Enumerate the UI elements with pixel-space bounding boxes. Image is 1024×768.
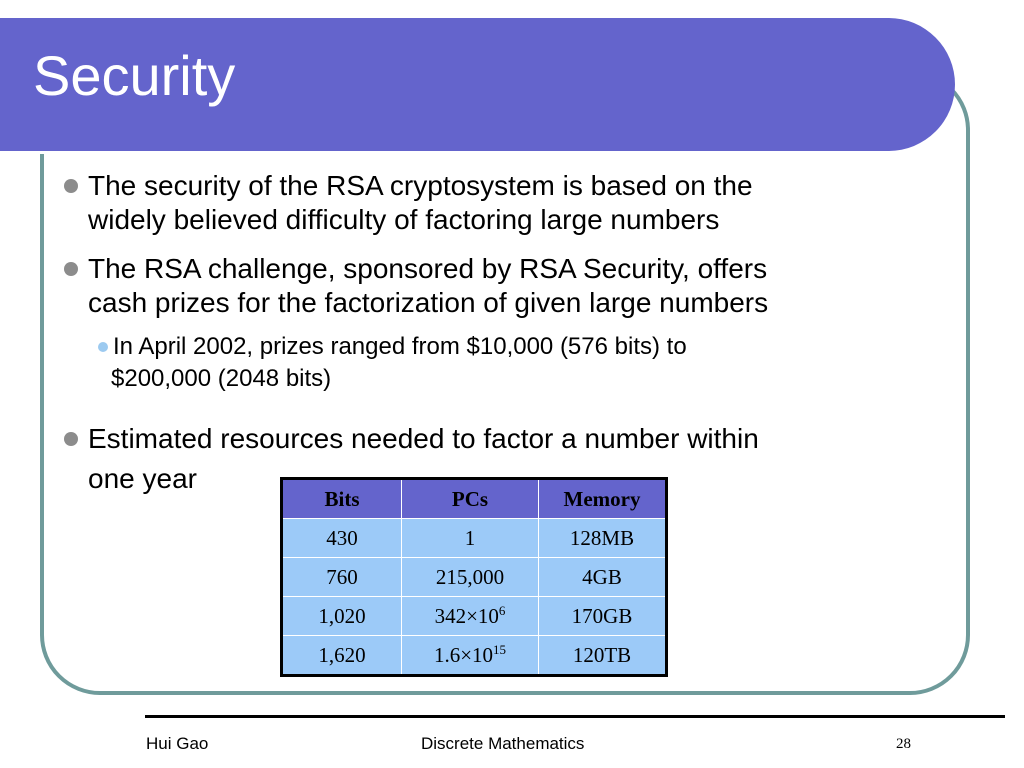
page-number: 28 bbox=[896, 736, 911, 752]
bullet-1-line1: The security of the RSA cryptosystem is based on the bbox=[88, 170, 753, 201]
resources-table bbox=[280, 477, 668, 677]
footer-rule bbox=[145, 715, 1005, 718]
cell-memory: 128MB bbox=[539, 519, 667, 558]
header-pcs: PCs bbox=[402, 479, 539, 519]
cell-bits: 1,620 bbox=[282, 636, 402, 676]
sub-bullet-line2: $200,000 (2048 bits) bbox=[111, 365, 332, 392]
cell-memory: 4GB bbox=[539, 558, 667, 597]
cell-pcs: $342\times 10^6$ bbox=[402, 597, 539, 636]
header-memory: Memory bbox=[539, 479, 667, 519]
bullet-1 bbox=[88, 169, 753, 237]
bullet-3-line1: Estimated resources needed to factor a number within bbox=[88, 423, 759, 454]
sub-bullet-line1: In April 2002, prizes ranged from $10,000 (576 bits) to bbox=[113, 333, 687, 360]
bullet-2-line1: The RSA challenge, sponsored by RSA Security, offers bbox=[88, 253, 768, 284]
footer-author: Hui Gao bbox=[146, 734, 209, 753]
bullet-dot-icon bbox=[64, 179, 78, 193]
bullet-2-line2: cash prizes for the factorization of given large numbers bbox=[88, 287, 769, 318]
sub-bullet bbox=[113, 331, 687, 395]
cell-pcs: 215,000 bbox=[402, 558, 539, 597]
bullet-3-line2: one year bbox=[88, 463, 197, 494]
cell-pcs: 1 bbox=[402, 519, 539, 558]
bullet-2 bbox=[88, 252, 768, 320]
table-row bbox=[282, 636, 667, 676]
table-row bbox=[282, 558, 667, 597]
sub-bullet-dot-icon bbox=[98, 342, 108, 352]
table-row bbox=[282, 597, 667, 636]
cell-bits: 430 bbox=[282, 519, 402, 558]
table-row bbox=[282, 519, 667, 558]
bullet-dot-icon bbox=[64, 262, 78, 276]
title-rule bbox=[0, 151, 905, 154]
cell-memory: 170GB bbox=[539, 597, 667, 636]
slide-title: Security bbox=[33, 44, 236, 107]
bullet-dot-icon bbox=[64, 432, 78, 446]
cell-bits: 760 bbox=[282, 558, 402, 597]
bullet-1-line2: widely believed difficulty of factoring large numbers bbox=[88, 204, 720, 235]
footer-course: Discrete Mathematics bbox=[421, 734, 585, 753]
cell-memory: 120TB bbox=[539, 636, 667, 676]
table-header-row bbox=[282, 479, 667, 519]
header-bits: Bits bbox=[282, 479, 402, 519]
cell-bits: 1,020 bbox=[282, 597, 402, 636]
cell-pcs: $1.6\times 10^{15}$ bbox=[402, 636, 539, 676]
